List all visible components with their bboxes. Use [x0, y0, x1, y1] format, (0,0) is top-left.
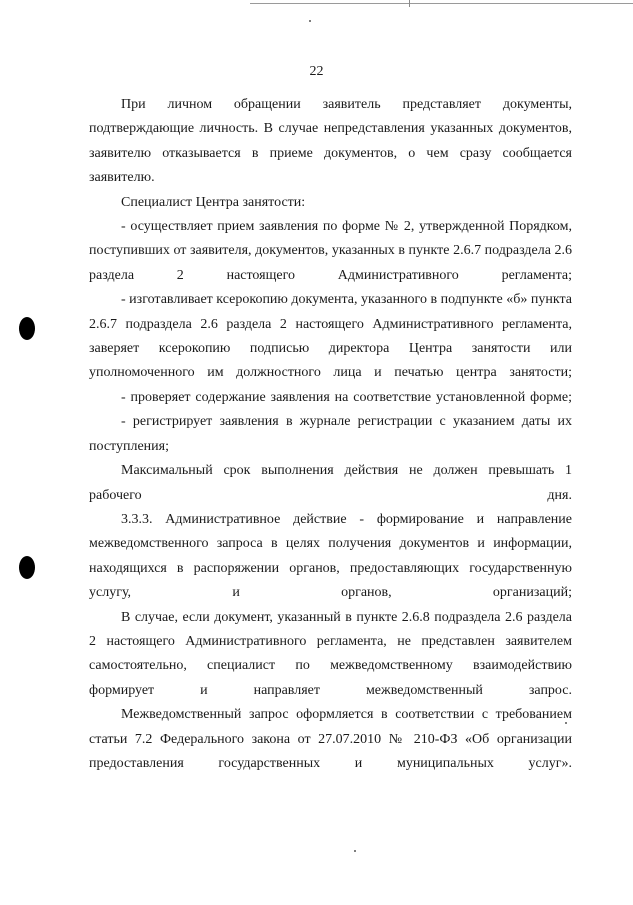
text-line: самостоятельно, специалист по межведомственному взаимодействию	[89, 658, 572, 674]
paragraph-max-term	[89, 459, 572, 508]
text-line: - осуществляет прием заявления по форме № 2, утвержденной Порядком,	[121, 219, 572, 235]
text-line: раздела 2 настоящего Административного регламента;	[89, 267, 572, 283]
paragraph-section-3-3-3	[89, 508, 572, 606]
text-line: 3.3.3. Административное действие - формирование и направление	[121, 511, 572, 527]
text-line: регламента, заверяет ксерокопию подписью директора Центра занятости или	[89, 316, 573, 357]
text-line: находящихся в распоряжении органов, предоставляющих государственную	[89, 560, 572, 576]
paragraph-interagency-request	[89, 703, 572, 776]
text-line: заявителю отказывается в приеме документов, о чем сразу сообщается	[89, 145, 572, 161]
text-line: Межведомственный запрос оформляется в соответствии с требованием	[121, 707, 572, 723]
scan-speck	[354, 850, 356, 852]
text-line: 2 настоящего Административного регламента, не представлен заявителем	[89, 633, 572, 649]
paragraph-personal-appeal	[89, 93, 572, 191]
text-line: статьи 7.2 Федерального закона от 27.07.2010 № 210-ФЗ «Об организации	[89, 731, 572, 747]
paragraph-document-not-provided	[89, 606, 572, 704]
text-line: - регистрирует заявления в журнале регистрации с указанием даты их	[121, 414, 572, 430]
text-line: поступления;	[89, 438, 169, 454]
paragraph-registers-application	[89, 410, 572, 459]
text-line: уполномоченного им должностного лица и печатью центра занятости;	[89, 365, 572, 381]
text-line: заявителю.	[89, 170, 155, 186]
text-line: поступивших от заявителя, документов, указанных в пункте 2.6.7 подраздела 2.6	[89, 243, 572, 259]
text-line: услугу, и органов, организаций;	[89, 585, 572, 601]
paragraph-accepts-application	[89, 215, 572, 288]
text-line: Специалист Центра занятости:	[121, 194, 306, 210]
text-line: межведомственного запроса в целях получения документов и информации,	[89, 536, 572, 552]
text-line: При личном обращении заявитель представляет документы,	[121, 97, 572, 112]
text-line: подтверждающие личность. В случае непредставления указанных документов,	[89, 121, 572, 137]
text-line: предоставления государственных и муниципальных услуг».	[89, 755, 572, 771]
text-line: - изготавливает ксерокопию документа, указанного в подпункте «б»	[121, 292, 528, 308]
paragraph-specialist-heading	[89, 191, 572, 215]
text-line: В случае, если документ, указанный в пункте 2.6.8 подраздела 2.6 раздела	[121, 609, 572, 625]
text-line: формирует и направляет межведомственный запрос.	[89, 682, 572, 698]
document-body	[89, 93, 572, 776]
page-number: 22	[309, 64, 324, 79]
text-line: рабочего дня.	[89, 487, 572, 503]
text-line: пункта 2.6.7 подраздела 2.6 раздела 2 настоящего Административного	[89, 292, 572, 332]
punch-hole-lower	[19, 556, 35, 579]
text-line: Максимальный срок выполнения действия не должен превышать 1	[121, 463, 572, 479]
paragraph-checks-content	[89, 386, 572, 410]
scan-edge-line	[250, 3, 633, 4]
text-line: - проверяет содержание заявления на соответствие установленной форме;	[121, 389, 572, 405]
scan-edge-tick	[409, 0, 410, 7]
punch-hole-upper	[19, 317, 35, 340]
paragraph-makes-photocopy	[89, 288, 572, 386]
scan-speck	[309, 20, 311, 22]
